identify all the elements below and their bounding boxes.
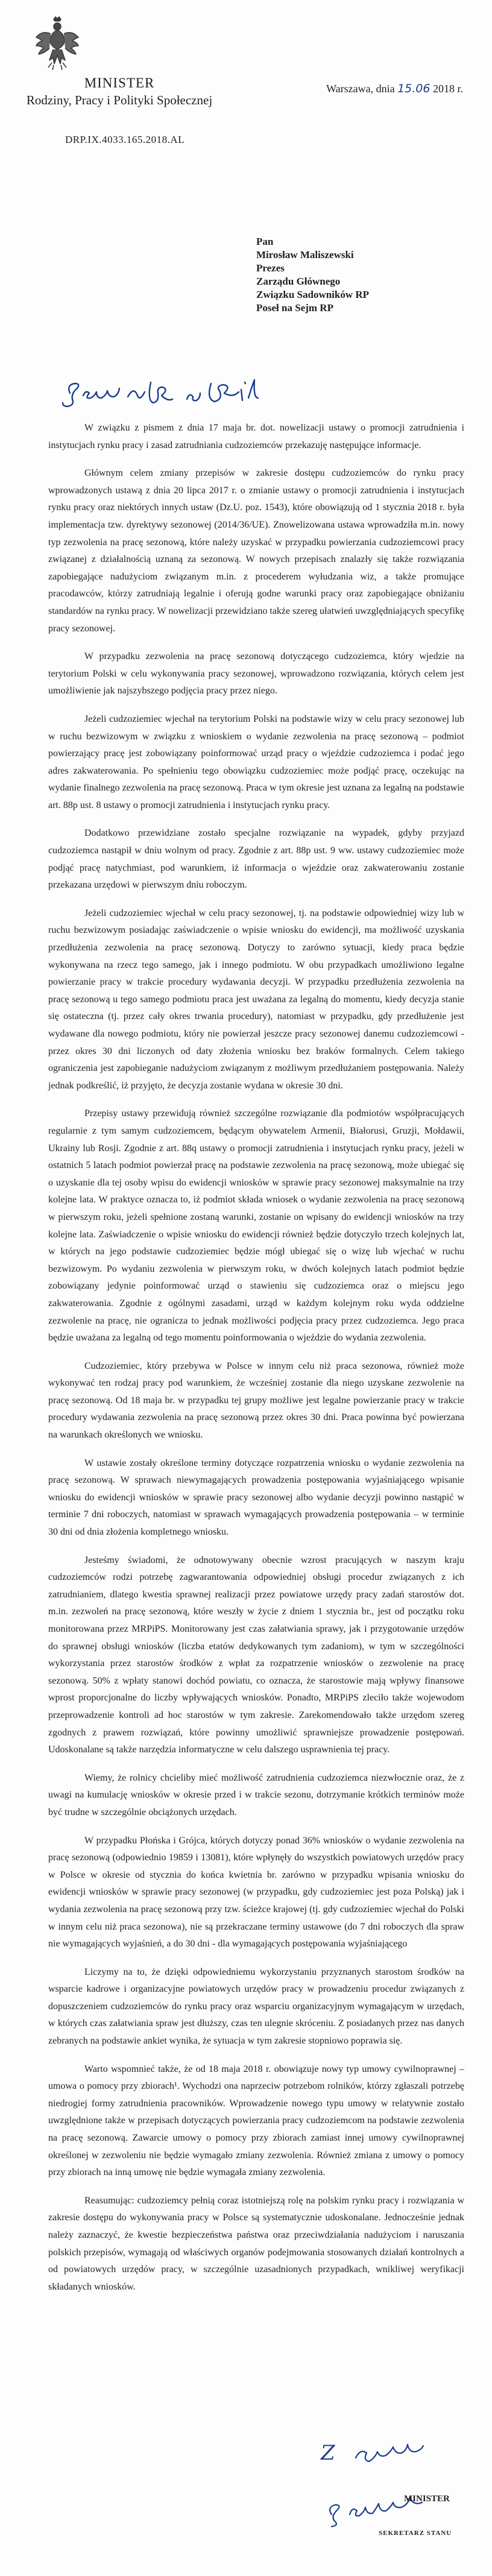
paragraph: W ustawie zostały określone terminy dotyczące rozpatrzenia wniosku o wydanie zezwolenia na pracę sezonową. W sprawach niewymagających prowadzenia postępowania wyjaśniającego wpisanie wniosku do ewidencji wniosków w sprawie pracy sezonowej albo wydanie decyzji powinno nastąpić w terminie 7 dni roboczych, natomiast w sprawach wymagających prowadzenia postępowania – w terminie 30 dni od dnia złożenia kompletnego wniosku. xyxy=(48,1457,464,1538)
paragraph: Jeżeli cudzoziemiec wjechał w celu pracy sezonowej, tj. na podstawie odpowiedniej wizy lub w ruchu bezwizowym posiadając zaświadczenie o wpisie wniosku do ewidencji, ma możliwość uzyskania przedłużenia zezwolenia na pracę sezonową. Dotyczy to zarówno sytuacji, kiedy praca będzie wykonywana na rzecz tego samego, jak i innego podmiotu. W obu przypadkach umożliwiono legalne powierzanie pracy w trakcie procedury wydawania decyzji. W przypadku przedłużenia zezwolenia na pracę sezonową u tego samego podmiotu praca jest uważana za legalną do momentu, kiedy decyzja stanie się ostateczna (tj. przez cały okres trwania procedury), natomiast w przypadku, gdy przedłużenie jest wydawane dla nowego podmiotu, który nie powierzał jeszcze pracy sezonowej danemu cudzoziemcowi - przez okres 30 dni liczonych od daty złożenia wniosku bez braków formalnych. Celem takiego ograniczenia jest zapobieganie nadużyciom związanym z możliwym przedłużaniem postępowania. Należy jednak podkreślić, iż przyjęto, że decyzja zostanie wydana w okresie 30 dni. xyxy=(48,908,464,1091)
addressee-block xyxy=(256,235,369,315)
paragraph: W związku z pismem z dnia 17 maja br. dot. nowelizacji ustawy o promocji zatrudnienia i instytucjach rynku pracy i zasad zatrudniania cudzoziemców przekazuję następujące informacje. xyxy=(48,423,464,450)
addressee-name: Mirosław Maliszewski xyxy=(256,249,354,261)
handwritten-greeting xyxy=(60,369,265,423)
paragraph: Warto wspomnieć także, że od 18 maja 2018 r. obowiązuje nowy typ umowy cywilnoprawnej – umowa o pomocy przy zbiorach¹. Wychodzi ona naprzeciw potrzebom rolników, którzy zgłaszali potrzebę niedrogiej formy zatrudnienia pracowników. Wprowadzenie nowego typu umowy w relatywnie zostało uwzględnione także w przepisach dotyczących powierzania pracy cudzoziemcom na podstawie zezwolenia na pracę sezonową. Zawarcie umowy o pomocy przy zbiorach zamiast innej umowy cywilnoprawnej określonej w zezwoleniu nie będzie wymagało zmiany zezwolenia. Również zmiana z umowy o pomocy przy zbiorach na inną umowę nie będzie wymagała zmiany zezwolenia. xyxy=(48,2063,464,2178)
signature-block xyxy=(314,2424,470,2545)
paragraph: Przepisy ustawy przewidują również szczególne rozwiązanie dla podmiotów współpracujących regularnie z tym samym cudzoziemcem, będącym obywatelem Armenii, Białorusi, Gruzji, Mołdawii, Ukrainy lub Rosji. Zgodnie z art. 88q ustawy o promocji zatrudnienia i instytucjach rynku pracy, jeżeli w ostatnich 5 latach podmiot powierzał pracę na podstawie zezwolenia na pracę sezonową, może ubiegać się o uzyskanie dla tej osoby wpisu do ewidencji wniosków w sprawie pracy sezonowej maksymalnie na trzy kolejne lata. W praktyce oznacza to, iż podmiot składa wniosek o wydanie zezwolenia na pracę sezonową w pierwszym roku, jeżeli spełnione zostaną warunki, zostanie on wpisany do ewidencji wniosków na trzy kolejne lata. Zaświadczenie o wpisie wniosku do ewidencji również będzie dotyczyło trzech kolejnych lat, w których na jego podstawie cudzoziemiec będzie mógł ubiegać się o wizę lub wjechać w ruchu bezwizowym. Po wydaniu zezwolenia w pierwszym roku, w dwóch kolejnych latach podmiot będzie zobowiązany jedynie poinformować urząd o stawieniu się cudzoziemca oraz o miejscu jego zakwaterowania. Zgodnie z ogólnymi zasadami, urząd w każdym kolejnym roku wyda oddzielne zezwolenie na pracę, nie ogranicza to jednak możliwości podjęcia pracy przez cudzoziemca. Jego praca będzie uważana za legalną od tego momentu poinformowania o wjeździe do wydania zezwolenia. xyxy=(48,1108,464,1343)
date-suffix: 2018 r. xyxy=(432,83,463,95)
paragraph: W przypadku Płońska i Grójca, których dotyczy ponad 36% wniosków o wydanie zezwolenia na pracę sezonową (odpowiednio 19859 i 13081), które wpłynęły do wszystkich powiatowych urzędów pracy w Polsce w okresie od stycznia do końca kwietnia br. zarówno w przypadku wpisania wniosku do ewidencji wniosków w sprawie pracy sezonowej (w przypadku, gdy cudzoziemiec jest poza Polską) jak i wydania zezwolenia na pracę sezonową przy tzw. ścieżce krajowej (tj. gdy cudzoziemiec wjechał do Polski w innym celu niż praca sezonowa), nie są przekraczane terminy ustawowe (do 7 dni roboczych dla spraw nie wymagających wyjaśnień, a do 30 dni - dla wymagających postępowania wyjaśniającego xyxy=(48,1835,464,1949)
paragraph: Jesteśmy świadomi, że odnotowywany obecnie wzrost pracujących w naszym kraju cudzoziemców rodzi potrzebę zagwarantowania odpowiedniej obsługi procedur związanych z ich zatrudnianiem, dlatego kwestia sprawnej realizacji przez powiatowe urzędy pracy zadań starostów dot. m.in. zezwoleń na pracę sezonową, które weszły w życie z dniem 1 stycznia br., jest od początku roku monitorowana przez MRPiPS. Monitorowany jest czas załatwiania sprawy, jak i przygotowanie urzędów do sprawnej obsługi wniosków (liczba etatów dedykowanych tym zadaniom), w tym w szczególności wykorzystania przez starostów środków z wpłat za rozpatrzenie wniosków o zezwolenie na pracę sezonową. 50% z wpłaty stanowi dochód powiatu, co oznacza, że starostowie mają wpływy finansowe wprost proporcjonalne do liczby wpływających wniosków. Ponadto, MRPiPS zleciło także wojewodom przeprowadzenie kontroli ad hoc starostów w tym zakresie. Zarekomendowało także urzędom szereg zgodnych z prawem rozwiązań, które powinny umożliwić sprawniejsze prowadzenie postępowań. Udoskonalane są także narzędzia informatyczne w celu dalszego usprawnienia tej pracy. xyxy=(48,1555,464,1755)
addressee-salutation: Pan xyxy=(256,236,274,247)
dateline xyxy=(326,82,463,95)
paragraph: Reasumując: cudzoziemcy pełnią coraz istotniejszą rolę na polskim rynku pracy i rozwiązania w zakresie dostępu do wykonywania pracy w Polsce są systematycznie udoskonalane. Jednocześnie jednak należy zaznaczyć, że kwestie bezpieczeństwa państwa oraz przeciwdziałania nadużyciom i naruszania polskich przepisów, wymagają od właściwych organów podejmowania stosowanych działań kontrolnych a od powiatowych urzędów pracy, w szczególnie uzasadnionych przypadkach, wnikliwej weryfikacji składanych wniosków. xyxy=(48,2195,464,2292)
letter-body xyxy=(48,420,464,2306)
addressee-organization: Związku Sadowników RP xyxy=(256,289,370,301)
addressee-title: Prezes xyxy=(256,262,285,274)
signature-minister: MINISTER xyxy=(404,2494,450,2504)
paragraph: W przypadku zezwolenia na pracę sezonową dotyczącego cudzoziemca, który wjedzie na terytorium Polski w celu wykonywania pracy sezonowej, wprowadzono rozwiązania, których celem jest umożliwienie jak najszybszego podjęcia pracy przez niego. xyxy=(48,651,464,696)
addressee-role: Poseł na Sejm RP xyxy=(256,302,333,314)
paragraph: Cudzoziemiec, który przebywa w Polsce w innym celu niż praca sezonowa, również może wykonywać ten rodzaj pracy pod warunkiem, że wcześniej zostanie dla niego uzyskane zezwolenie na pracę sezonową. Od 18 maja br. w przypadku tej grupy możliwe jest legalne powierzanie pracy w trakcie procedury wydawania zezwolenia na pracę sezonową przez okres 30 dni. Praca powinna być powierzana na warunkach określonych we wniosku. xyxy=(48,1360,464,1441)
paragraph: Liczymy na to, że dzięki odpowiedniemu wykorzystaniu przyznanych starostom środków na wsparcie kadrowe i organizacyjne powiatowych urzędów pracy w prowadzeniu procedur związanych z dopuszczeniem cudzoziemców do rynku pracy oraz wsparciu organizacyjnym wymagającym w urzędach, w których czas załatwiania spraw jest dłuższy, czas ten ulegnie skróceniu. Z posiadanych przez nas danych zebranych na podstawie ankiet wynika, że sytuacja w tym zakresie stopniowo poprawia się. xyxy=(48,1966,464,2047)
date-handwritten: 15.06 xyxy=(397,82,430,95)
date-prefix: Warszawa, dnia xyxy=(326,83,395,95)
paragraph: Głównym celem zmiany przepisów w zakresie dostępu cudzoziemców do rynku pracy wprowadzonych ustawą z dnia 20 lipca 2017 r. o zmianie ustawy o promocji zatrudnienia i instytucjach rynku pracy oraz niektórych innych ustaw (Dz.U. poz. 1543), które obowiązują od 1 stycznia 2018 r. była implementacja tzw. dyrektywy sezonowej (2014/36/UE). Znowelizowana ustawa wprowadziła m.in. nowy typ zezwolenia na pracę sezonową, które należy uzyskać w przypadku powierzania cudzoziemcowi pracy związanej z działalnością uznaną za sezonową. W nowych przepisach znalazły się także rozwiązania zapobiegające nadużyciom związanym m.in. z procederem wyłudzania wiz, a także promujące pracodawców, którzy zatrudniają legalnie i oferują godne warunki pracy oraz zapobiegające obniżaniu standardów na rynku pracy. W nowelizacji przewidziano także szereg ułatwień uwzględniających specyfikę pracy sezonowej. xyxy=(48,468,464,634)
reference-number: DRP.IX.4033.165.2018.AL xyxy=(65,134,185,145)
paragraph: Wiemy, że rolnicy chcieliby mieć możliwość zatrudnienia cudzoziemca niezwłocznie oraz, że z uwagi na kumulację wniosków w okresie przed i w trakcie sezonu, dotrzymanie krótkich terminów może być trudne w szczególnie obciążonych urzędach. xyxy=(48,1772,464,1817)
polish-eagle-emblem-icon xyxy=(34,16,81,73)
signature-prefix: Z xyxy=(321,2441,335,2465)
paragraph: Dodatkowo przewidziane zostało specjalne rozwiązanie na wypadek, gdyby przyjazd cudzoziemca nastąpił w dniu wolnym od pracy. Zgodnie z art. 88p ust. 9 ww. ustawy cudzoziemiec może podjąć pracę natychmiast, pod warunkiem, iż informacja o wjeździe oraz zakwaterowaniu zostanie przekazana urzędowi w pierwszym dniu roboczym. xyxy=(48,828,464,891)
ministry-header xyxy=(11,75,228,108)
paragraph: Jeżeli cudzoziemiec wjechał na terytorium Polski na podstawie wizy w celu pracy sezonowej lub w ruchu bezwizowym w związku z wnioskiem o wydanie zezwolenia na pracę sezonową – podmiot powierzający pracę jest zobowiązany poinformować urząd pracy o wjeździe cudzoziemca i podać jego adres zakwaterowania. Po spełnieniu tego obowiązku cudzoziemiec może podjąć pracę, oczekując na wydanie finalnego zezwolenia na pracę sezonową. Praca w tym okresie jest uznana za legalną na podstawie art. 88p ust. 8 ustawy o promocji zatrudnienia i instytucjach rynku pracy. xyxy=(48,713,464,810)
handwritten-signature xyxy=(314,2424,470,2545)
ministry-name: Rodziny, Pracy i Polityki Społecznej xyxy=(26,92,213,107)
addressee-board: Zarządu Głównego xyxy=(256,276,341,288)
signature-role: SEKRETARZ STANU xyxy=(379,2530,452,2537)
ministry-title: MINISTER xyxy=(84,75,155,90)
